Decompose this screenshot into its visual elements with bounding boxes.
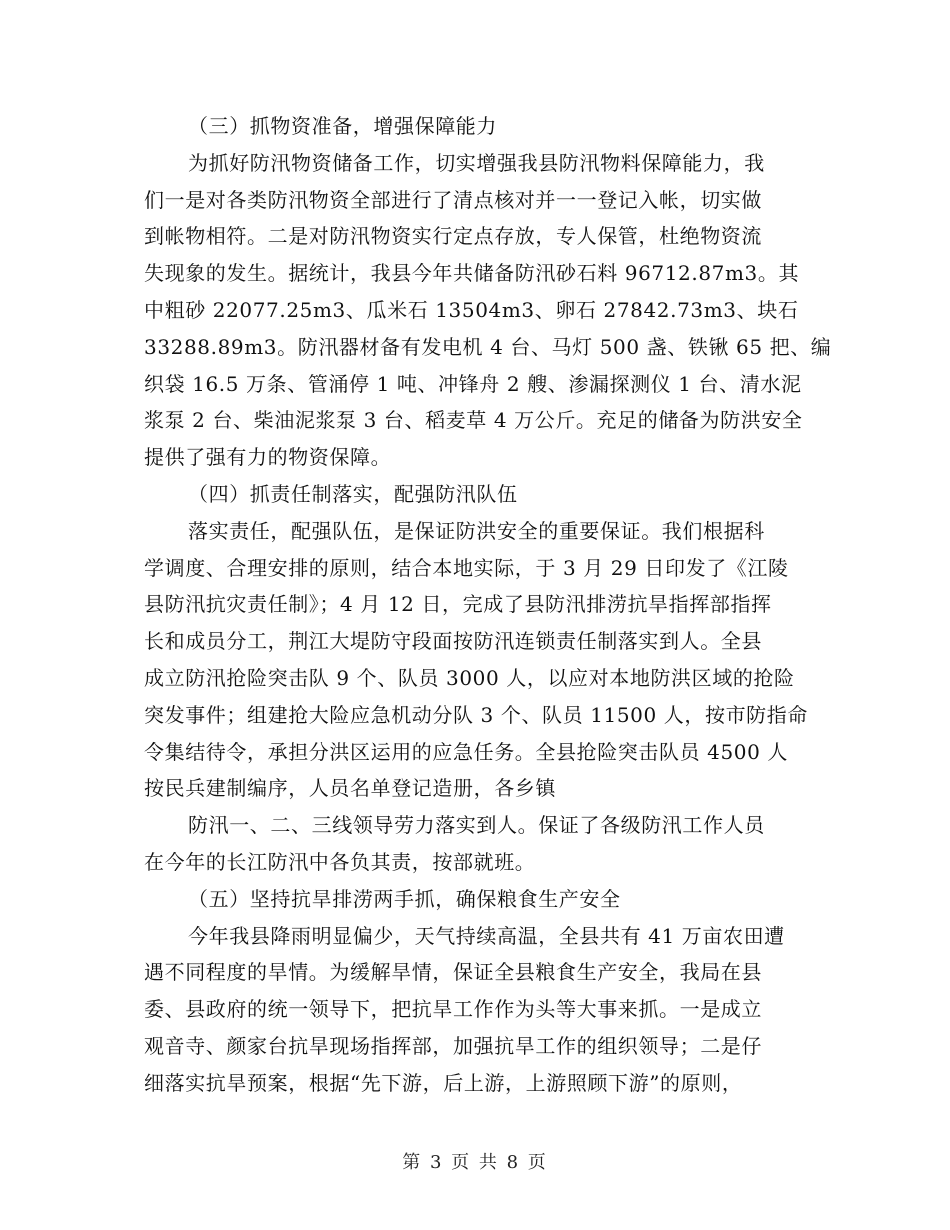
paragraph-line: 浆泵 2 台、柴油泥浆泵 3 台、稻麦草 4 万公斤。充足的储备为防洪安全 <box>144 408 803 433</box>
paragraph-line: 今年我县降雨明显偏少，天气持续高温，全县共有 41 万亩农田遭 <box>188 923 785 948</box>
paragraph-line: 们一是对各类防汛物资全部进行了清点核对并一一登记入帐，切实做 <box>144 187 762 212</box>
paragraph-line: 学调度、合理安排的原则，结合本地实际，于 3 月 29 日印发了《江陵 <box>144 555 789 580</box>
paragraph-line: 提供了强有力的物资保障。 <box>144 445 392 470</box>
paragraph-line: 令集结待令，承担分洪区运用的应急任务。全县抢险突击队员 4500 人 <box>144 739 789 764</box>
paragraph-line: 县防汛抗灾责任制》；4 月 12 日，完成了县防汛排涝抗旱指挥部指挥 <box>144 592 772 617</box>
paragraph-line: 织袋 16.5 万条、管涌停 1 吨、冲锋舟 2 艘、渗漏探测仪 1 台、清水泥 <box>144 371 802 396</box>
section-heading-4: （四）抓责任制落实，配强防汛队伍 <box>188 481 518 506</box>
document-body <box>144 108 832 1102</box>
paragraph-line: 防汛一、二、三线领导劳力落实到人。保证了各级防汛工作人员 <box>188 813 765 838</box>
paragraph-line: 观音寺、颜家台抗旱现场指挥部，加强抗旱工作的组织领导；二是仔 <box>144 1033 762 1058</box>
paragraph-line: 突发事件；组建抢大险应急机动分队 3 个、队员 11500 人，按市防指命 <box>144 702 808 727</box>
paragraph-line: 成立防汛抢险突击队 9 个、队员 3000 人，以应对本地防洪区域的抢险 <box>144 665 795 690</box>
paragraph-line: 落实责任，配强队伍，是保证防洪安全的重要保证。我们根据科 <box>188 518 765 543</box>
paragraph-line: 失现象的发生。据统计，我县今年共储备防汛砂石料 96712.87m3。其 <box>144 261 800 286</box>
paragraph-line: 在今年的长江防汛中各负其责，按部就班。 <box>144 849 536 874</box>
section-heading-3: （三）抓物资准备，增强保障能力 <box>188 114 497 138</box>
paragraph-line: 中粗砂 22077.25m3、瓜米石 13504m3、卵石 27842.73m3、块石 <box>144 297 799 322</box>
paragraph-line: 为抓好防汛物资储备工作，切实增强我县防汛物料保障能力，我 <box>188 150 765 175</box>
paragraph-line: 遇不同程度的旱情。为缓解旱情，保证全县粮食生产安全，我局在县 <box>144 960 762 985</box>
section-heading-5: （五）坚持抗旱排涝两手抓，确保粮食生产安全 <box>188 886 621 911</box>
paragraph-line: 细落实抗旱预案，根据“先下游，后上游，上游照顾下游”的原则， <box>144 1070 743 1095</box>
paragraph-line: 长和成员分工，荆江大堤防守段面按防汛连锁责任制落实到人。全县 <box>144 629 762 654</box>
page-number: 第 3 页 共 8 页 <box>402 1152 548 1173</box>
paragraph-line: 按民兵建制编序，人员名单登记造册，各乡镇 <box>144 776 556 801</box>
paragraph-line: 33288.89m3。防汛器材备有发电机 4 台、马灯 500 盏、铁锹 65 把、编 <box>144 334 832 359</box>
paragraph-line: 到帐物相符。二是对防汛物资实行定点存放，专人保管，杜绝物资流 <box>144 224 762 249</box>
paragraph-line: 委、县政府的统一领导下，把抗旱工作作为头等大事来抓。一是成立 <box>144 997 762 1022</box>
